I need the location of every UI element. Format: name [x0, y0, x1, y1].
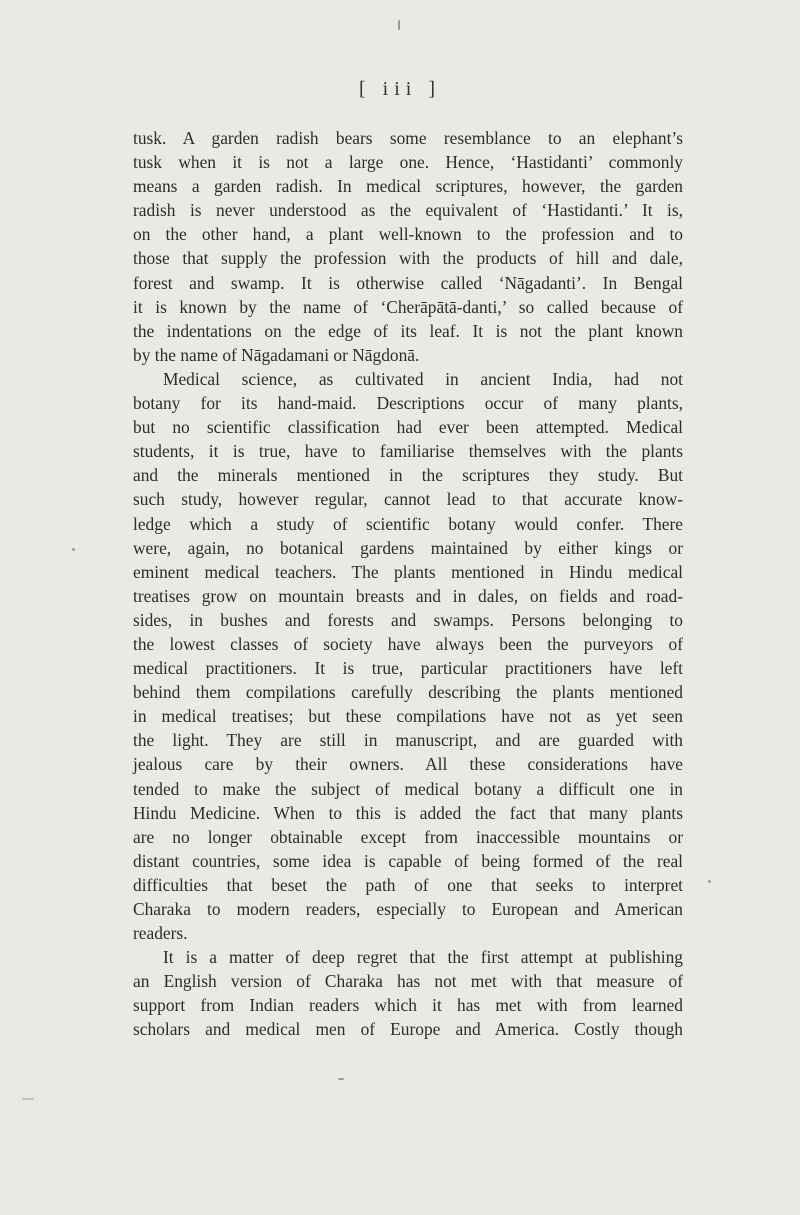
text-line: the lowest classes of society have always been the purveyors of: [133, 633, 683, 654]
text-line: behind them compilations carefully describing the plants mentioned: [133, 682, 683, 703]
print-speck: [72, 548, 75, 551]
text-line: sides, in bushes and forests and swamps. Persons belonging to: [133, 609, 683, 630]
text-line: those that supply the profession with the products of hill and dale,: [133, 248, 683, 269]
text-line: distant countries, some idea is capable of being formed of the real: [133, 850, 683, 871]
text-line: by the name of Nāgadamani or Nāgdonā.: [133, 344, 420, 365]
text-line: the indentations on the edge of its leaf. It is not the plant known: [133, 320, 683, 341]
text-line: eminent medical teachers. The plants mentioned in Hindu medical: [133, 561, 683, 582]
text-line: are no longer obtainable except from inaccessible mountains or: [133, 826, 683, 847]
text-line: ledge which a study of scientific botany would confer. There: [133, 513, 683, 534]
print-speck: [22, 1098, 34, 1100]
text-line: an English version of Charaka has not met with that measure of: [133, 971, 683, 992]
text-line: means a garden radish. In medical scriptures, however, the garden: [133, 176, 683, 197]
text-line: jealous care by their owners. All these considerations have: [133, 754, 683, 775]
text-line: on the other hand, a plant well-known to the profession and to: [133, 224, 683, 245]
text-line: tusk. A garden radish bears some resemblance to an elephant’s: [133, 128, 683, 148]
text-line: students, it is true, have to familiarise themselves with the plants: [133, 441, 683, 462]
text-line: Charaka to modern readers, especially to European and American: [133, 899, 683, 919]
text-line: radish is never understood as the equivalent of ‘Hastidanti.’ It is,: [133, 200, 683, 221]
text-line: in medical treatises; but these compilations have not as yet seen: [133, 706, 683, 727]
text-line: but no scientific classification had ever been attempted. Medical: [133, 417, 683, 438]
text-line: Medical science, as cultivated in ancient India, had not: [163, 368, 683, 389]
print-speck: [708, 880, 711, 883]
text-line: scholars and medical men of Europe and America. Costly though: [133, 1019, 683, 1040]
text-line: tended to make the subject of medical botany a difficult one in: [133, 778, 683, 799]
text-line: support from Indian readers which it has met with from learned: [133, 995, 683, 1016]
text-line: botany for its hand-maid. Descriptions occur of many plants,: [133, 393, 683, 414]
text-line: the light. They are still in manuscript, and are guarded with: [133, 730, 683, 751]
text-line: treatises grow on mountain breasts and in dales, on fields and road-: [133, 585, 683, 606]
print-speck: [398, 20, 400, 30]
page-number: [ iii ]: [359, 78, 441, 100]
text-line: It is a matter of deep regret that the first attempt at publishing: [163, 947, 683, 968]
text-line: and the minerals mentioned in the scriptures they study. But: [133, 465, 683, 486]
text-line: medical practitioners. It is true, particular practitioners have left: [133, 658, 683, 679]
body-text: [133, 126, 683, 1042]
print-speck: [338, 1078, 344, 1080]
text-line: difficulties that beset the path of one that seeks to interpret: [133, 874, 683, 895]
text-line: readers.: [133, 923, 188, 944]
text-line: such study, however regular, cannot lead to that accurate know-: [133, 489, 683, 510]
text-line: tusk when it is not a large one. Hence, ‘Hastidanti’ commonly: [133, 152, 683, 173]
text-line: Hindu Medicine. When to this is added the fact that many plants: [133, 802, 683, 823]
text-line: were, again, no botanical gardens maintained by either kings or: [133, 537, 683, 558]
text-line: forest and swamp. It is otherwise called ‘Nāgadanti’. In Bengal: [133, 272, 683, 293]
text-line: it is known by the name of ‘Cherāpātā-danti,’ so called because of: [133, 296, 683, 317]
